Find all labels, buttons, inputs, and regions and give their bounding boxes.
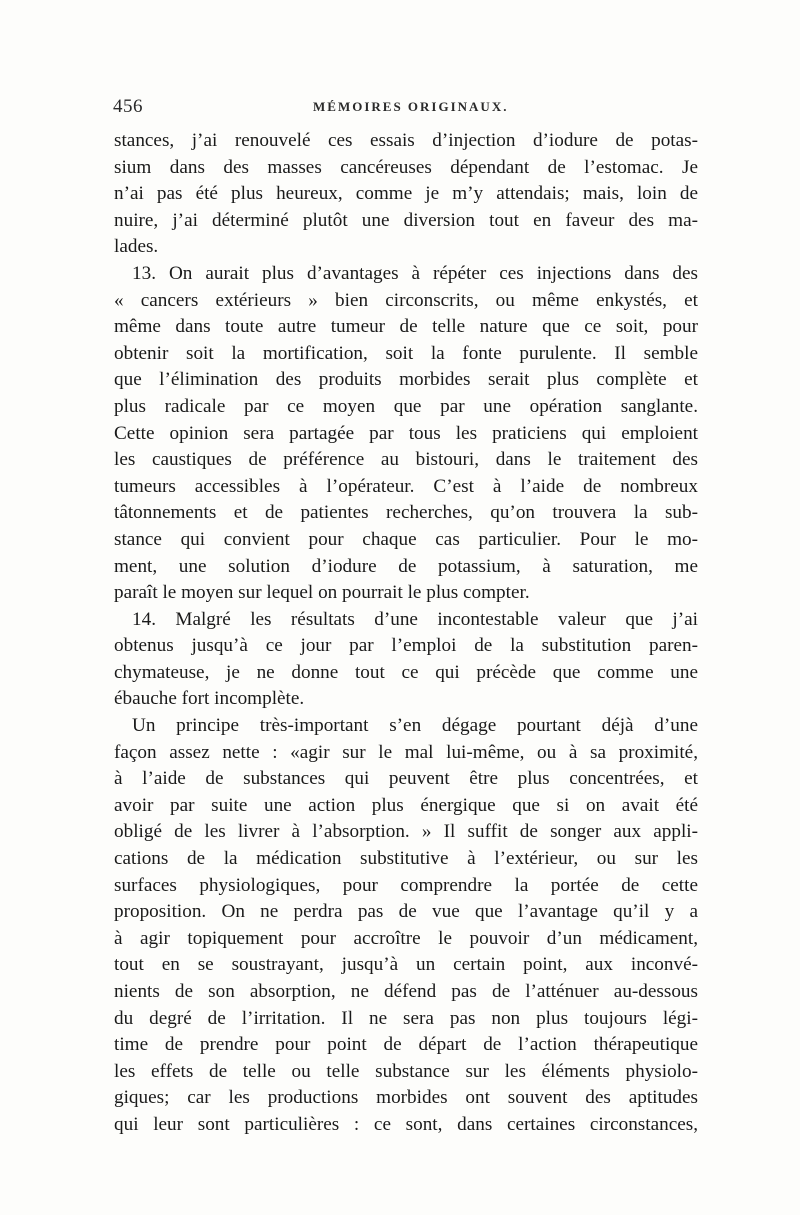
text-line: 13. On aurait plus d’avantages à répéter ces injections dans des	[132, 262, 698, 284]
text-line: tout en se soustrayant, jusqu’à un certain point, aux inconvé-	[114, 954, 698, 976]
text-line: du degré de l’irritation. Il ne sera pas non plus toujours légi-	[114, 1007, 698, 1029]
text-line: 14. Malgré les résultats d’une incontestable valeur que j’ai	[132, 608, 698, 630]
text-line: les caustiques de préférence au bistouri, dans le traitement des	[114, 449, 698, 471]
text-line: lades.	[114, 236, 159, 258]
text-line: giques; car les productions morbides ont souvent des aptitudes	[114, 1087, 698, 1109]
text-line: obligé de les livrer à l’absorption. » Il suffit de songer aux appli-	[114, 821, 698, 843]
text-line: Cette opinion sera partagée par tous les praticiens qui emploient	[114, 422, 698, 444]
text-line: ébauche fort incomplète.	[114, 688, 305, 710]
text-line: « cancers extérieurs » bien circonscrits, ou même enkystés, et	[114, 289, 698, 311]
page-header	[113, 96, 688, 120]
page-number: 456	[113, 96, 143, 117]
body-text	[114, 128, 698, 1139]
paragraph-2	[114, 261, 698, 607]
text-line: stances, j’ai renouvelé ces essais d’injection d’iodure de potas-	[114, 130, 698, 151]
text-line: à agir topiquement pour accroître le pouvoir d’un médicament,	[114, 927, 698, 949]
text-line: chymateuse, je ne donne tout ce qui précède que comme une	[114, 661, 698, 683]
paragraph-1	[114, 128, 698, 261]
text-line: tâtonnements et de patientes recherches, qu’on trouvera la sub-	[114, 502, 698, 524]
text-line: nients de son absorption, ne défend pas de l’atténuer au-dessous	[114, 981, 698, 1002]
text-line: sium dans des masses cancéreuses dépendant de l’estomac. Je	[114, 156, 698, 178]
text-line: obtenus jusqu’à ce jour par l’emploi de la substitution paren-	[114, 635, 698, 657]
text-line: stance qui convient pour chaque cas particulier. Pour le mo-	[114, 528, 698, 550]
text-line: tumeurs accessibles à l’opérateur. C’est à l’aide de nombreux	[114, 475, 698, 497]
text-line: avoir par suite une action plus énergique que si on avait été	[114, 794, 698, 816]
text-line: proposition. On ne perdra pas de vue que l’avantage qu’il y a	[114, 901, 698, 923]
running-title: MÉMOIRES ORIGINAUX.	[313, 99, 509, 114]
text-line: nuire, j’ai déterminé plutôt une diversion tout en faveur des ma-	[114, 209, 698, 231]
text-line: que l’élimination des produits morbides serait plus complète et	[114, 369, 698, 391]
paragraph-3	[114, 607, 698, 713]
text-line: même dans toute autre tumeur de telle nature que ce soit, pour	[114, 316, 698, 338]
text-line: qui leur sont particulières : ce sont, dans certaines circonstances,	[114, 1113, 698, 1135]
text-line: n’ai pas été plus heureux, comme je m’y attendais; mais, loin de	[114, 183, 698, 205]
paragraph-4	[114, 713, 698, 1139]
text-line: Un principe très-important s’en dégage pourtant déjà d’une	[132, 715, 698, 737]
text-line: paraît le moyen sur lequel on pourrait le plus compter.	[114, 582, 530, 604]
text-line: façon assez nette : «agir sur le mal lui-même, ou à sa proximité,	[114, 741, 698, 763]
text-line: obtenir soit la mortification, soit la fonte purulente. Il semble	[114, 342, 698, 364]
text-line: les effets de telle ou telle substance sur les éléments physiolo-	[114, 1060, 698, 1082]
text-line: plus radicale par ce moyen que par une opération sanglante.	[114, 395, 698, 417]
text-line: time de prendre pour point de départ de l’action thérapeutique	[114, 1034, 698, 1056]
text-line: cations de la médication substitutive à l’extérieur, ou sur les	[114, 848, 698, 870]
text-line: surfaces physiologiques, pour comprendre la portée de cette	[114, 874, 698, 896]
text-line: à l’aide de substances qui peuvent être plus concentrées, et	[114, 768, 698, 790]
text-line: ment, une solution d’iodure de potassium, à saturation, me	[114, 555, 698, 577]
